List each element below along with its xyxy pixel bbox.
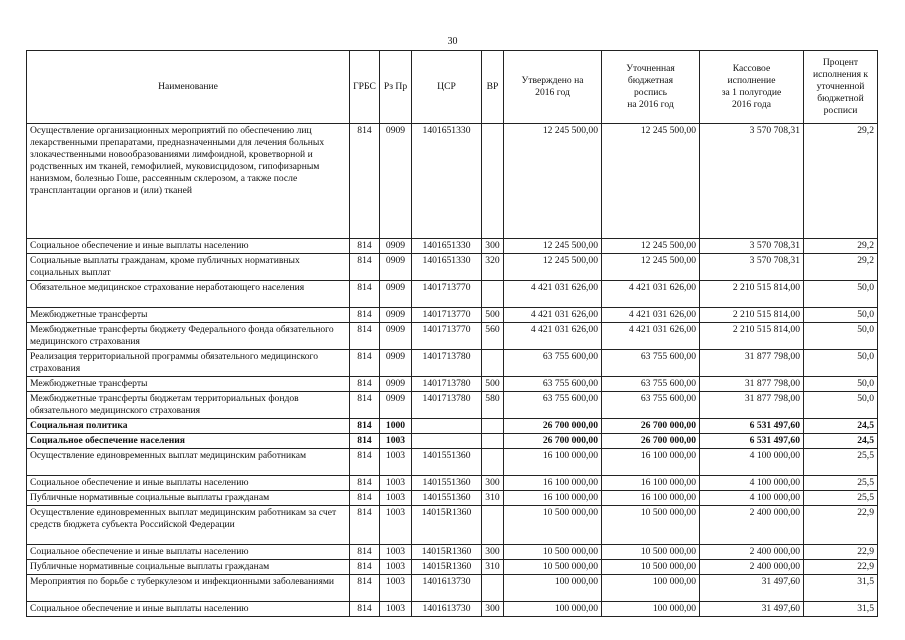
cell-percent: 29,2 [804, 254, 878, 281]
cell-percent: 24,5 [804, 434, 878, 449]
cell-percent: 50,0 [804, 323, 878, 350]
cell-cash: 31 497,60 [700, 602, 804, 617]
cell-rzpr: 1003 [380, 449, 412, 476]
cell-approved: 63 755 600,00 [504, 350, 602, 377]
cell-vr [482, 506, 504, 545]
cell-name: Межбюджетные трансферты бюджетам территориальных фондов обязательного медицинского страхования [27, 392, 350, 419]
cell-refined: 100 000,00 [602, 602, 700, 617]
cell-vr: 580 [482, 392, 504, 419]
cell-cash: 4 100 000,00 [700, 491, 804, 506]
cell-refined: 63 755 600,00 [602, 377, 700, 392]
cell-vr: 300 [482, 602, 504, 617]
col-header-approved: Утверждено на 2016 год [504, 51, 602, 124]
cell-percent: 29,2 [804, 239, 878, 254]
cell-csr: 1401651330 [412, 124, 482, 239]
cell-percent: 22,9 [804, 545, 878, 560]
cell-vr [482, 575, 504, 602]
cell-rzpr: 1003 [380, 491, 412, 506]
cell-vr [482, 434, 504, 449]
cell-vr: 320 [482, 254, 504, 281]
page-number: 30 [447, 36, 458, 47]
cell-name: Социальное обеспечение и иные выплаты населению [27, 545, 350, 560]
cell-grbs: 814 [350, 254, 380, 281]
cell-csr: 1401713770 [412, 281, 482, 308]
cell-cash: 3 570 708,31 [700, 254, 804, 281]
cell-approved: 16 100 000,00 [504, 491, 602, 506]
cell-refined: 10 500 000,00 [602, 545, 700, 560]
cell-name: Публичные нормативные социальные выплаты гражданам [27, 491, 350, 506]
cell-percent: 25,5 [804, 449, 878, 476]
table-body [27, 124, 878, 617]
cell-refined: 16 100 000,00 [602, 449, 700, 476]
cell-cash: 2 210 515 814,00 [700, 323, 804, 350]
table-row [27, 506, 878, 545]
cell-csr [412, 434, 482, 449]
col-header-rzpr: Рз Пр [380, 51, 412, 124]
cell-percent: 25,5 [804, 491, 878, 506]
cell-grbs: 814 [350, 308, 380, 323]
cell-cash: 31 877 798,00 [700, 377, 804, 392]
cell-approved: 10 500 000,00 [504, 506, 602, 545]
cell-refined: 63 755 600,00 [602, 350, 700, 377]
table-row [27, 323, 878, 350]
cell-refined: 26 700 000,00 [602, 434, 700, 449]
cell-grbs: 814 [350, 377, 380, 392]
cell-percent: 50,0 [804, 308, 878, 323]
table-row [27, 350, 878, 377]
cell-approved: 4 421 031 626,00 [504, 281, 602, 308]
cell-rzpr: 0909 [380, 392, 412, 419]
cell-cash: 4 100 000,00 [700, 476, 804, 491]
cell-csr: 1401713770 [412, 323, 482, 350]
cell-csr: 14015R1360 [412, 560, 482, 575]
col-header-refined: Уточненная бюджетная роспись на 2016 год [602, 51, 700, 124]
cell-name: Публичные нормативные социальные выплаты гражданам [27, 560, 350, 575]
cell-cash: 2 400 000,00 [700, 506, 804, 545]
cell-approved: 10 500 000,00 [504, 560, 602, 575]
cell-csr: 1401713780 [412, 392, 482, 419]
cell-grbs: 814 [350, 434, 380, 449]
cell-name: Обязательное медицинское страхование неработающего населения [27, 281, 350, 308]
cell-rzpr: 1003 [380, 434, 412, 449]
cell-vr [482, 281, 504, 308]
cell-rzpr: 0909 [380, 281, 412, 308]
cell-csr: 14015R1360 [412, 506, 482, 545]
cell-approved: 16 100 000,00 [504, 476, 602, 491]
table-row [27, 377, 878, 392]
cell-percent: 25,5 [804, 476, 878, 491]
cell-csr [412, 419, 482, 434]
cell-grbs: 814 [350, 124, 380, 239]
cell-csr: 1401651330 [412, 239, 482, 254]
col-header-grbs: ГРБС [350, 51, 380, 124]
cell-percent: 29,2 [804, 124, 878, 239]
cell-grbs: 814 [350, 476, 380, 491]
cell-grbs: 814 [350, 560, 380, 575]
cell-rzpr: 0909 [380, 308, 412, 323]
cell-cash: 6 531 497,60 [700, 419, 804, 434]
table-row [27, 602, 878, 617]
cell-cash: 2 210 515 814,00 [700, 308, 804, 323]
cell-name: Социальные выплаты гражданам, кроме публичных нормативных социальных выплат [27, 254, 350, 281]
cell-vr: 560 [482, 323, 504, 350]
cell-refined: 26 700 000,00 [602, 419, 700, 434]
cell-grbs: 814 [350, 350, 380, 377]
cell-approved: 12 245 500,00 [504, 254, 602, 281]
table-row [27, 560, 878, 575]
cell-refined: 10 500 000,00 [602, 506, 700, 545]
cell-name: Мероприятия по борьбе с туберкулезом и инфекционными заболеваниями [27, 575, 350, 602]
cell-cash: 6 531 497,60 [700, 434, 804, 449]
table-row [27, 545, 878, 560]
cell-grbs: 814 [350, 449, 380, 476]
cell-percent: 22,9 [804, 506, 878, 545]
cell-csr: 1401651330 [412, 254, 482, 281]
cell-csr: 1401551360 [412, 476, 482, 491]
cell-csr: 1401613730 [412, 575, 482, 602]
table-row [27, 124, 878, 239]
cell-vr: 310 [482, 491, 504, 506]
cell-vr: 300 [482, 545, 504, 560]
cell-rzpr: 0909 [380, 124, 412, 239]
cell-grbs: 814 [350, 281, 380, 308]
cell-refined: 4 421 031 626,00 [602, 281, 700, 308]
cell-name: Осуществление организационных мероприятий по обеспечению лиц лекарственными препаратами, предназначенными для лечения больных злокачественными новообразованиями лимфоидной, кроветворной и родственных им тканей, гемофилией, муковисцидозом, гипофизарным нанизмом, болезнью Гоше, рассеянным склерозом, а также после трансплантации органов и (или) тканей [27, 124, 350, 239]
cell-name: Межбюджетные трансферты бюджету Федерального фонда обязательного медицинского страхования [27, 323, 350, 350]
cell-grbs: 814 [350, 491, 380, 506]
cell-csr: 1401713780 [412, 377, 482, 392]
cell-name: Социальное обеспечение и иные выплаты населению [27, 239, 350, 254]
cell-name: Социальное обеспечение населения [27, 434, 350, 449]
cell-percent: 50,0 [804, 377, 878, 392]
cell-name: Социальное обеспечение и иные выплаты населению [27, 602, 350, 617]
cell-grbs: 814 [350, 323, 380, 350]
cell-approved: 100 000,00 [504, 575, 602, 602]
cell-vr: 310 [482, 560, 504, 575]
cell-rzpr: 0909 [380, 350, 412, 377]
cell-csr: 14015R1360 [412, 545, 482, 560]
cell-name: Осуществление единовременных выплат медицинским работникам [27, 449, 350, 476]
cell-refined: 12 245 500,00 [602, 239, 700, 254]
cell-cash: 4 100 000,00 [700, 449, 804, 476]
cell-name: Осуществление единовременных выплат медицинским работникам за счет средств бюджета субъекта Российской Федерации [27, 506, 350, 545]
cell-cash: 3 570 708,31 [700, 124, 804, 239]
cell-csr: 1401613730 [412, 602, 482, 617]
cell-vr: 500 [482, 308, 504, 323]
col-header-csr: ЦСР [412, 51, 482, 124]
col-header-vr: ВР [482, 51, 504, 124]
cell-grbs: 814 [350, 392, 380, 419]
cell-approved: 10 500 000,00 [504, 545, 602, 560]
cell-csr: 1401713770 [412, 308, 482, 323]
table-row [27, 281, 878, 308]
cell-cash: 31 877 798,00 [700, 350, 804, 377]
cell-approved: 100 000,00 [504, 602, 602, 617]
cell-percent: 24,5 [804, 419, 878, 434]
cell-vr [482, 449, 504, 476]
cell-approved: 63 755 600,00 [504, 377, 602, 392]
table-row [27, 476, 878, 491]
cell-cash: 3 570 708,31 [700, 239, 804, 254]
cell-approved: 16 100 000,00 [504, 449, 602, 476]
cell-cash: 2 400 000,00 [700, 560, 804, 575]
table-row [27, 392, 878, 419]
cell-approved: 12 245 500,00 [504, 239, 602, 254]
table-row [27, 254, 878, 281]
col-header-percent: Процент исполнения к уточненной бюджетной росписи [804, 51, 878, 124]
cell-approved: 4 421 031 626,00 [504, 308, 602, 323]
cell-cash: 2 210 515 814,00 [700, 281, 804, 308]
cell-csr: 1401713780 [412, 350, 482, 377]
cell-grbs: 814 [350, 506, 380, 545]
cell-rzpr: 1003 [380, 506, 412, 545]
cell-csr: 1401551360 [412, 449, 482, 476]
table-row [27, 491, 878, 506]
cell-grbs: 814 [350, 239, 380, 254]
cell-percent: 50,0 [804, 392, 878, 419]
cell-vr [482, 350, 504, 377]
cell-name: Социальное обеспечение и иные выплаты населению [27, 476, 350, 491]
cell-rzpr: 1000 [380, 419, 412, 434]
cell-rzpr: 1003 [380, 560, 412, 575]
cell-approved: 26 700 000,00 [504, 419, 602, 434]
cell-grbs: 814 [350, 545, 380, 560]
cell-refined: 16 100 000,00 [602, 476, 700, 491]
cell-approved: 26 700 000,00 [504, 434, 602, 449]
cell-rzpr: 0909 [380, 377, 412, 392]
cell-refined: 10 500 000,00 [602, 560, 700, 575]
table-row [27, 419, 878, 434]
cell-name: Межбюджетные трансферты [27, 377, 350, 392]
table-header-row [27, 51, 878, 124]
cell-refined: 4 421 031 626,00 [602, 308, 700, 323]
cell-vr: 300 [482, 476, 504, 491]
cell-refined: 12 245 500,00 [602, 254, 700, 281]
cell-percent: 22,9 [804, 560, 878, 575]
col-header-cash: Кассовое исполнение за 1 полугодие 2016 года [700, 51, 804, 124]
cell-rzpr: 0909 [380, 239, 412, 254]
cell-percent: 31,5 [804, 575, 878, 602]
cell-vr [482, 419, 504, 434]
table-row [27, 434, 878, 449]
cell-approved: 63 755 600,00 [504, 392, 602, 419]
col-header-name: Наименование [27, 51, 350, 124]
cell-csr: 1401551360 [412, 491, 482, 506]
cell-refined: 100 000,00 [602, 575, 700, 602]
cell-percent: 50,0 [804, 350, 878, 377]
cell-rzpr: 1003 [380, 545, 412, 560]
cell-rzpr: 1003 [380, 575, 412, 602]
cell-approved: 4 421 031 626,00 [504, 323, 602, 350]
table-row [27, 449, 878, 476]
cell-name: Реализация территориальной программы обязательного медицинского страхования [27, 350, 350, 377]
cell-cash: 31 497,60 [700, 575, 804, 602]
table-row [27, 308, 878, 323]
cell-rzpr: 1003 [380, 476, 412, 491]
cell-rzpr: 0909 [380, 323, 412, 350]
cell-grbs: 814 [350, 575, 380, 602]
cell-vr: 300 [482, 239, 504, 254]
cell-cash: 31 877 798,00 [700, 392, 804, 419]
cell-percent: 31,5 [804, 602, 878, 617]
cell-refined: 4 421 031 626,00 [602, 323, 700, 350]
cell-name: Социальная политика [27, 419, 350, 434]
table-row [27, 239, 878, 254]
cell-grbs: 814 [350, 602, 380, 617]
table-row [27, 575, 878, 602]
cell-approved: 12 245 500,00 [504, 124, 602, 239]
cell-rzpr: 0909 [380, 254, 412, 281]
cell-vr: 500 [482, 377, 504, 392]
cell-grbs: 814 [350, 419, 380, 434]
cell-name: Межбюджетные трансферты [27, 308, 350, 323]
cell-percent: 50,0 [804, 281, 878, 308]
cell-rzpr: 1003 [380, 602, 412, 617]
cell-refined: 12 245 500,00 [602, 124, 700, 239]
budget-execution-table [26, 50, 878, 617]
cell-refined: 16 100 000,00 [602, 491, 700, 506]
cell-refined: 63 755 600,00 [602, 392, 700, 419]
cell-cash: 2 400 000,00 [700, 545, 804, 560]
cell-vr [482, 124, 504, 239]
